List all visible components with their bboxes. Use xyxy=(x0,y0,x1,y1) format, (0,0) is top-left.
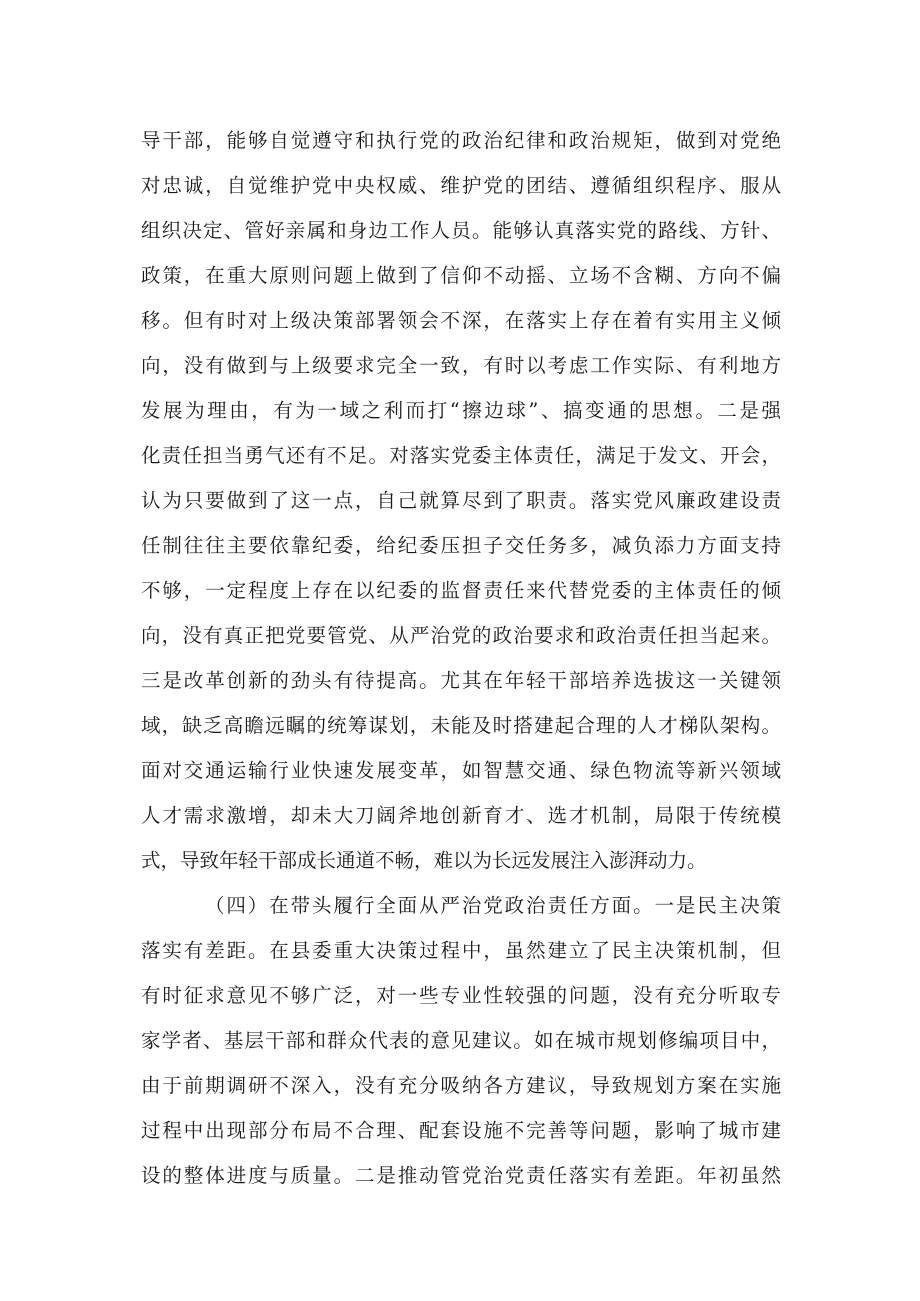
paragraph-line: 向，没有做到与上级要求完全一致，有时以考虑工作实际、有利地方 xyxy=(141,354,781,377)
paragraph-line: 发展为理由，有为一域之利而打“擦边球”、搞变通的思想。二是强 xyxy=(141,399,781,422)
paragraph-line: 面对交通运输行业快速发展变革，如智慧交通、绿色物流等新兴领域 xyxy=(141,759,781,782)
paragraph-line: 式，导致年轻干部成长通道不畅，难以为长远发展注入澎湃动力。 xyxy=(141,849,707,872)
paragraph-line: 政策，在重大原则问题上做到了信仰不动摇、立场不含糊、方向不偏 xyxy=(141,264,781,287)
paragraph-line: 认为只要做到了这一点，自己就算尽到了职责。落实党风廉政建设责 xyxy=(141,489,781,512)
paragraph-line: 任制往往主要依靠纪委，给纪委压担子交任务多，减负添力方面支持 xyxy=(141,534,781,557)
paragraph-line: 有时征求意见不够广泛，对一些专业性较强的问题，没有充分听取专 xyxy=(141,984,781,1007)
paragraph-line: 导干部，能够自觉遵守和执行党的政治纪律和政治规矩，做到对党绝 xyxy=(141,129,781,152)
paragraph-line: 组织决定、管好亲属和身边工作人员。能够认真落实党的路线、方针、 xyxy=(141,219,781,242)
paragraph-line: 过程中出现部分布局不合理、配套设施不完善等问题，影响了城市建 xyxy=(141,1119,781,1142)
paragraph-line: 域，缺乏高瞻远瞩的统筹谋划，未能及时搭建起合理的人才梯队架构。 xyxy=(141,714,781,737)
paragraph-line: 化责任担当勇气还有不足。对落实党委主体责任，满足于发文、开会， xyxy=(141,444,781,467)
paragraph-line: 落实有差距。在县委重大决策过程中，虽然建立了民主决策机制，但 xyxy=(141,939,781,962)
paragraph-line: 三是改革创新的劲头有待提高。尤其在年轻干部培养选拔这一关键领 xyxy=(141,669,781,692)
paragraph-line: 家学者、基层干部和群众代表的意见建议。如在城市规划修编项目中， xyxy=(141,1029,781,1052)
paragraph-line: 向，没有真正把党要管党、从严治党的政治要求和政治责任担当起来。 xyxy=(141,624,781,647)
paragraph-line: 设的整体进度与质量。二是推动管党治党责任落实有差距。年初虽然 xyxy=(141,1164,781,1187)
paragraph-line: 人才需求激增，却未大刀阔斧地创新育才、选才机制，局限于传统模 xyxy=(141,804,781,827)
paragraph-line: 移。但有时对上级决策部署领会不深，在落实上存在着有实用主义倾 xyxy=(141,309,781,332)
paragraph-line: 不够，一定程度上存在以纪委的监督责任来代替党委的主体责任的倾 xyxy=(141,579,781,602)
section-heading-line: （四）在带头履行全面从严治党政治责任方面。一是民主决策 xyxy=(205,894,781,917)
paragraph-line: 由于前期调研不深入，没有充分吸纳各方建议，导致规划方案在实施 xyxy=(141,1074,781,1097)
paragraph-line: 对忠诚，自觉维护党中央权威、维护党的团结、遵循组织程序、服从 xyxy=(141,174,781,197)
